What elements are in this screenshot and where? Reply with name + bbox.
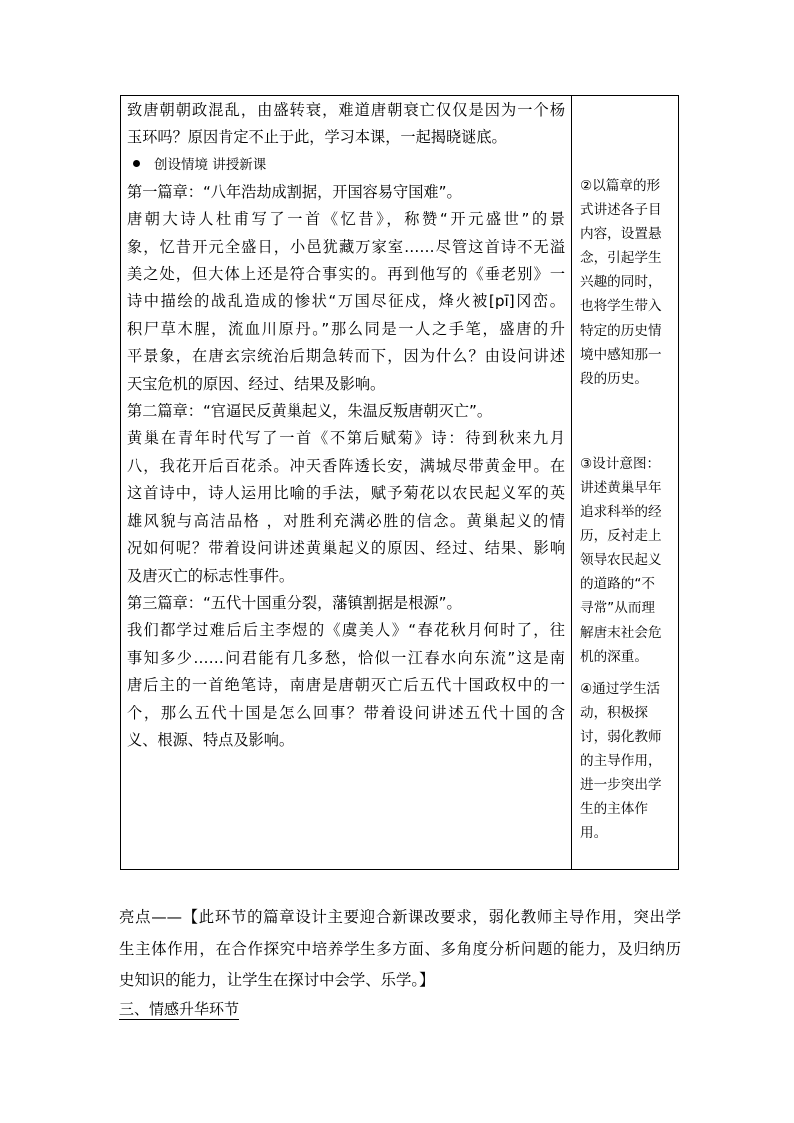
note-line: 历，反衬走上 (580, 528, 662, 545)
note-line: ③设计意图： (580, 455, 661, 472)
side-note-2 (580, 174, 674, 391)
note-line: 境中感知那一 (580, 346, 662, 363)
chapter-title: 第一篇章：“八年浩劫成割据，开国容易守国难”。 (127, 182, 462, 201)
bullet-heading (127, 152, 565, 179)
chapter-line: 个，那么五代十国是怎么回事？带着设问讲述五代十国的含 (127, 703, 565, 722)
chapter-3 (127, 590, 565, 754)
chapter-line: 我们都学过难后后主李煜的《虞美人》“春花秋月何时了，往 (127, 621, 565, 640)
note-line: 解唐末社会危 (580, 624, 662, 641)
note-line: 寻常”从而理 (580, 600, 656, 617)
highlight-section (119, 902, 681, 1020)
chapter-line: 唐朝大诗人杜甫写了一首《忆昔》，称赞“开元盛世”的景 (127, 210, 565, 229)
chapter-title: 第二篇章：“官逼民反黄巢起义，朱温反叛唐朝灭亡”。 (127, 402, 493, 421)
note-line: 讨，弱化教师 (580, 728, 662, 745)
highlight-line: 史知识的能力，让学生在探讨中会学、乐学。】 (119, 971, 435, 989)
chapter-line: 这首诗中，诗人运用比喻的手法，赋予菊花以农民起义军的英 (127, 484, 565, 503)
chapter-line: 唐后主的一首绝笔诗，南唐是唐朝灭亡后五代十国政权中的一 (127, 676, 565, 695)
chapter-2 (127, 398, 565, 590)
chapter-title: 第三篇章：“五代十国重分裂，藩镇割据是根源”。 (127, 593, 462, 612)
chapter-line: 况如何呢？带着设问讲述黄巢起义的原因、经过、结果、影响 (127, 539, 565, 558)
side-note-4 (580, 677, 674, 846)
chapter-line: 象，忆昔开元全盛日，小邑犹藏万家室……尽管这首诗不无溢 (127, 237, 565, 256)
note-line: 兴趣的同时， (580, 274, 662, 291)
note-line: 机的深重。 (580, 648, 648, 665)
note-line: 讲述黄巢早年 (580, 479, 662, 496)
intro-line-2: 玉环吗？原因肯定不止于此，学习本课，一起揭晓谜底。 (127, 128, 507, 147)
section-heading: 三、情感升华环节 (119, 999, 240, 1018)
chapter-line: 天宝危机的原因、经过、结果及影响。 (127, 374, 386, 393)
design-intent-cell (572, 96, 679, 870)
chapter-line: 诗中描绘的战乱造成的惨状“万国尽征戍，烽火被[pī]冈峦。 (127, 292, 565, 311)
note-line: 进一步突出学 (580, 777, 662, 794)
chapter-1 (127, 179, 565, 398)
chapter-line: 八，我花开后百花杀。冲天香阵透长安，满城尽带黄金甲。在 (127, 456, 565, 475)
note-line: 式讲述各子目 (580, 202, 662, 219)
side-note-3 (580, 452, 674, 669)
chapter-line: 义、根源、特点及影响。 (127, 730, 295, 749)
teaching-process-cell (121, 96, 572, 870)
note-line: ④通过学生活 (580, 680, 661, 697)
lesson-plan-table (120, 95, 679, 870)
note-line: 用。 (580, 825, 608, 842)
note-line: 的主导作用， (580, 752, 662, 769)
chapter-line: 事知多少……问君能有几多愁，恰似一江春水向东流”这是南 (127, 648, 565, 667)
bullet-icon (133, 160, 140, 167)
note-line: 领导农民起义 (580, 552, 662, 569)
chapter-line: 黄巢在青年时代写了一首《不第后赋菊》诗：待到秋来九月 (127, 429, 565, 448)
chapter-line: 美之处，但大体上还是符合事实的。再到他写的《垂老别》一 (127, 265, 565, 284)
highlight-line: 生主体作用，在合作探究中培养学生多方面、多角度分析问题的能力，及归纳历 (119, 939, 681, 958)
note-line: 的道路的“不 (580, 576, 656, 593)
note-line: 追求科举的经 (580, 504, 662, 521)
note-line: 特定的历史情 (580, 322, 662, 339)
note-line: 念，引起学生 (580, 250, 662, 267)
note-line: ②以篇章的形 (580, 178, 661, 194)
note-line: 段的历史。 (580, 370, 648, 387)
note-line: 也将学生带入 (580, 298, 662, 315)
chapter-line: 及唐灭亡的标志性事件。 (127, 566, 295, 585)
intro-line-1: 致唐朝朝政混乱，由盛转衰，难道唐朝衰亡仅仅是因为一个杨 (127, 101, 565, 119)
bullet-heading-text: 创设情境 讲授新课 (154, 156, 267, 173)
note-line: 内容，设置悬 (580, 226, 662, 243)
chapter-line: 积尸草木腥，流血川原丹。”那么同是一人之手笔，盛唐的升 (127, 319, 565, 338)
chapter-line: 雄风貌与高洁品格 ，对胜利充满必胜的信念。黄巢起义的情 (127, 511, 565, 530)
chapter-line: 平景象，在唐玄宗统治后期急转而下，因为什么？由设问讲述 (127, 347, 565, 366)
note-line: 生的主体作 (580, 801, 648, 818)
highlight-line: 亮点——【此环节的篇章设计主要迎合新课改要求，弱化教师主导作用，突出学 (119, 908, 681, 926)
note-line: 动，积极探 (580, 704, 648, 721)
